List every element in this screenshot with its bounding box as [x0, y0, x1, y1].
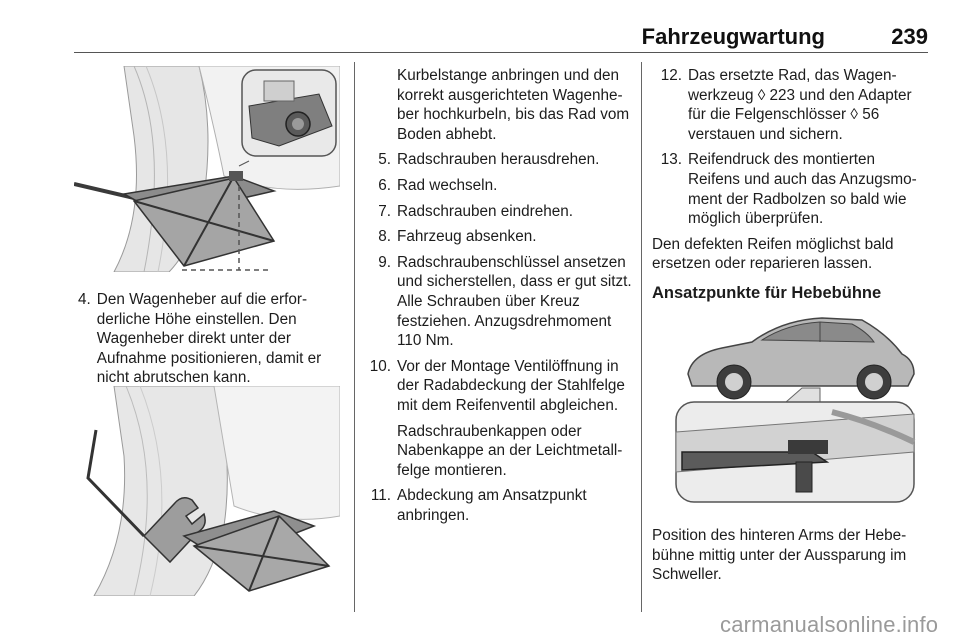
page-number: 239 — [891, 24, 928, 49]
step-number: 10. — [369, 357, 391, 375]
step-text: Das ersetzte Rad, das Wagenwerkzeug ◊ 223 und den Adapter für die Felgenschlösser ◊ 56 verstauen und sichern. — [688, 67, 912, 143]
header-rule — [74, 52, 928, 53]
step-number: 4. — [78, 291, 91, 308]
jack-crank-illustration — [74, 386, 340, 596]
step-number: 5. — [378, 151, 391, 169]
section-heading: Ansatzpunkte für Hebebühne — [652, 283, 882, 302]
lift-points-illustration — [652, 302, 928, 510]
step-number: 12. — [660, 67, 682, 84]
step-number: 9. — [378, 253, 391, 271]
watermark-text: carmanualsonline.info — [720, 612, 939, 637]
step-text: Vor der Montage Ventilöffnung in der Radabdeckung der Stahlfelge mit dem Reifenventil abgleichen. — [397, 357, 625, 414]
step-text: Reifendruck des montierten Reifens und auch das Anzugsmoment der Radbolzen so bald wie möglich überprüfen. — [688, 151, 917, 228]
step-text: Radschraubenkappen oder Nabenkappe an der Leichtmetallfelge montieren. — [397, 422, 623, 479]
step-number: 11. — [370, 487, 391, 505]
column-divider-1 — [354, 62, 355, 612]
step-text: Rad wechseln. — [397, 176, 498, 194]
paragraph-note: Den defekten Reifen möglichst bald ersetzen oder reparieren lassen. — [652, 235, 894, 273]
step-number: 8. — [378, 228, 391, 246]
step-text: Radschrauben herausdrehen. — [397, 151, 600, 169]
step-text: Den Wagenheber auf die erforderliche Höhe einstellen. Den Wagenheber direkt unter der Aufnahme positionieren, damit er nicht abrutschen kann. — [96, 291, 322, 387]
page-header-title: Fahrzeugwartung — [641, 24, 825, 49]
step-text: Radschrauben eindrehen. — [397, 202, 574, 220]
step-text: Fahrzeug absenken. — [397, 228, 537, 246]
step-number: 13. — [660, 151, 682, 169]
paragraph-intro: Kurbelstange anbringen und den korrekt ausgerichteten Wagenheber hochkurbeln, bis das Rad vom Boden abhebt. — [397, 67, 630, 143]
step-number: 6. — [378, 176, 391, 194]
step-text: Radschraubenschlüssel ansetzen und sicherstellen, dass er gut sitzt. Alle Schrauben über Kreuz festziehen. Anzugsdrehmoment 110 Nm. — [397, 253, 632, 350]
step-number — [366, 422, 397, 481]
column-divider-2 — [641, 62, 642, 612]
jack-position-illustration — [74, 66, 340, 272]
step-text: Abdeckung am Ansatzpunkt anbringen. — [397, 487, 587, 524]
figure-caption: Position des hinteren Arms der Hebebühne mittig unter der Aussparung im Schweller. — [652, 527, 907, 584]
step-number: 7. — [378, 202, 391, 220]
